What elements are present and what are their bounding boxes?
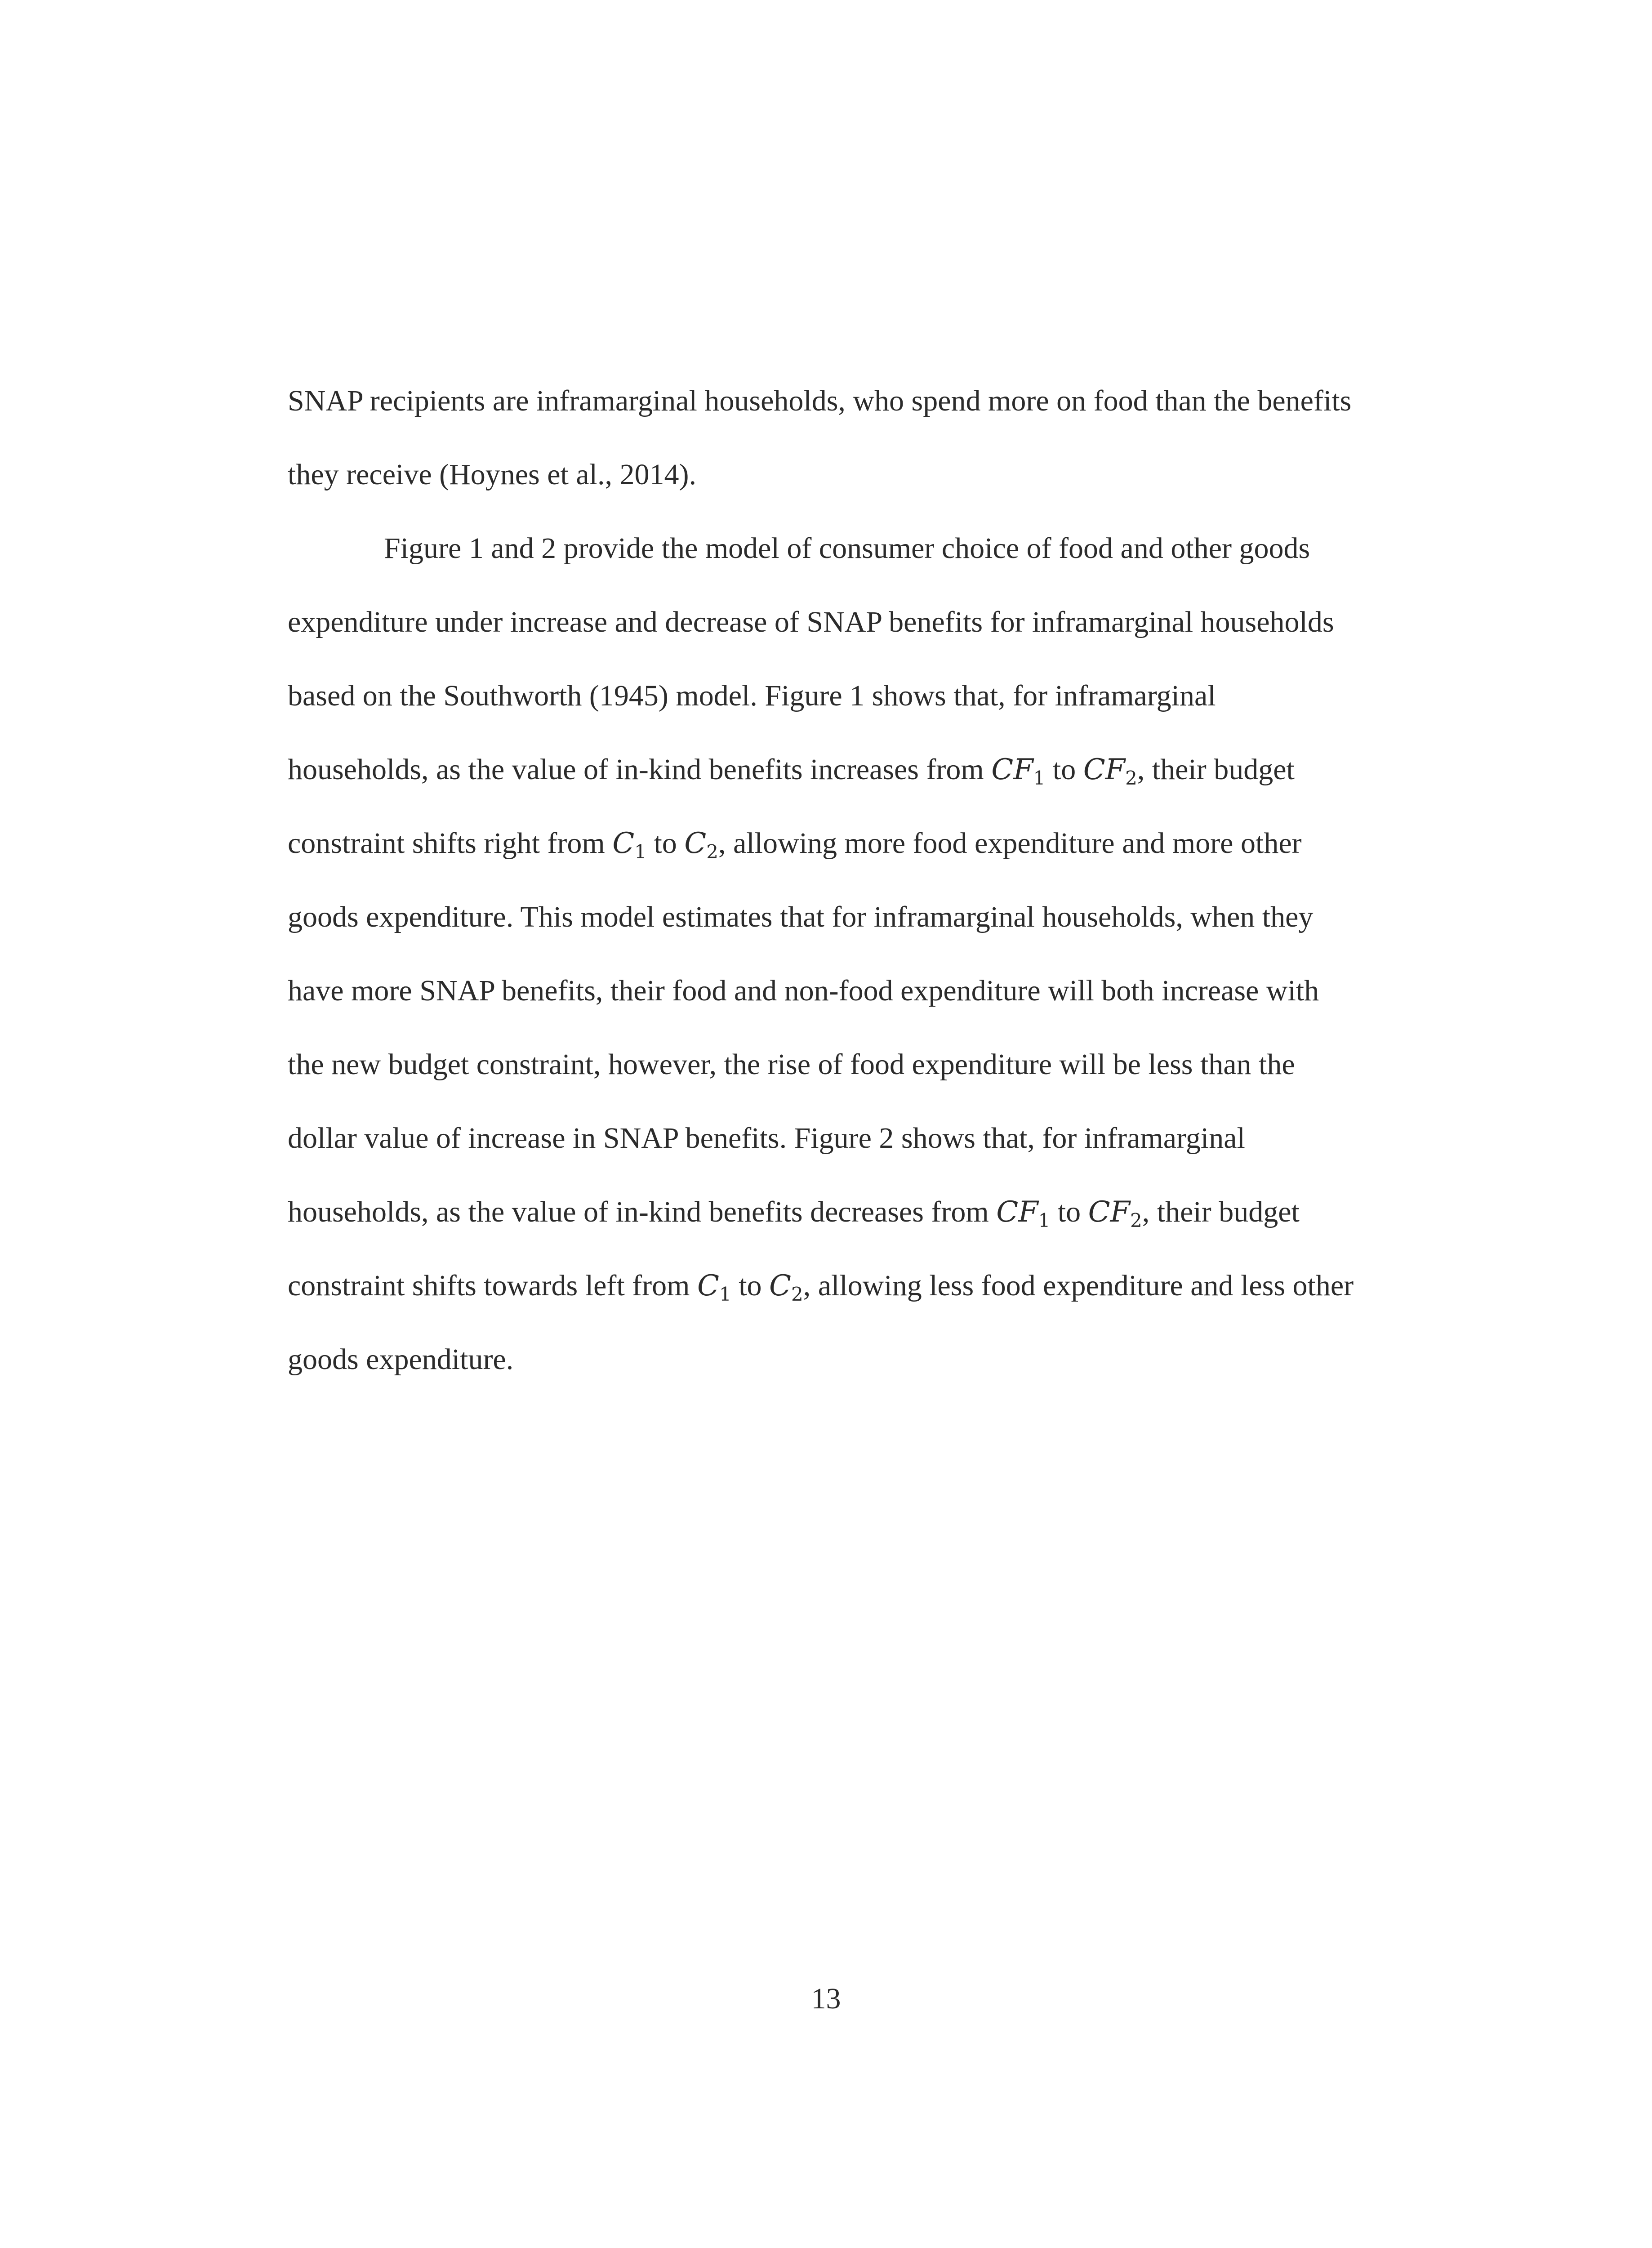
math-subscript: 2 <box>706 841 718 863</box>
text-segment: , allowing more food expenditure and more other <box>718 827 1302 860</box>
text-line: goods expenditure. <box>288 1343 514 1376</box>
text-segment: constraint shifts right from <box>288 827 613 860</box>
math-symbol: C <box>612 827 635 860</box>
math-subscript: 1 <box>634 841 646 863</box>
math-symbol: CF <box>991 753 1033 786</box>
math-subscript: 1 <box>719 1283 731 1305</box>
text-line: expenditure under increase and decrease of SNAP benefits for inframarginal households <box>288 606 1334 638</box>
text-line: dollar value of increase in SNAP benefits. Figure 2 shows that, for inframarginal <box>288 1122 1245 1155</box>
text-segment: households, as the value of in-kind benefits decreases from <box>288 1195 997 1228</box>
text-segment: households, as the value of in-kind benefits increases from <box>288 753 992 786</box>
text-segment: to <box>646 827 685 860</box>
math-subscript: 2 <box>791 1283 803 1305</box>
text-segment: to <box>1050 1195 1088 1228</box>
text-line: the new budget constraint, however, the rise of food expenditure will be less than the <box>288 1048 1295 1081</box>
math-symbol: C <box>697 1269 719 1302</box>
text-line-with-math <box>288 1249 1438 1323</box>
math-subscript: 2 <box>1130 1209 1142 1231</box>
page-number: 13 <box>811 1982 841 2015</box>
paragraph-first-line: Figure 1 and 2 provide the model of consumer choice of food and other goods <box>384 532 1310 565</box>
text-line: they receive (Hoynes et al., 2014). <box>288 458 696 491</box>
text-line: based on the Southworth (1945) model. Figure 1 shows that, for inframarginal <box>288 679 1216 712</box>
math-symbol: CF <box>996 1195 1038 1229</box>
text-segment: , their budget <box>1137 753 1295 786</box>
text-segment: , their budget <box>1142 1195 1300 1228</box>
text-segment: to <box>731 1269 770 1302</box>
text-line-with-math <box>288 1175 1438 1249</box>
math-symbol: CF <box>1083 753 1126 786</box>
text-segment: constraint shifts towards left from <box>288 1269 697 1302</box>
math-symbol: C <box>769 1269 791 1302</box>
text-line-with-math <box>288 733 1438 807</box>
text-segment: to <box>1045 753 1083 786</box>
text-line: SNAP recipients are inframarginal households, who spend more on food than the benefits <box>288 384 1352 417</box>
text-line: have more SNAP benefits, their food and non-food expenditure will both increase with <box>288 974 1319 1007</box>
math-subscript: 2 <box>1125 767 1137 789</box>
text-line: goods expenditure. This model estimates that for inframarginal households, when they <box>288 901 1314 933</box>
math-symbol: C <box>684 827 707 860</box>
math-symbol: CF <box>1088 1195 1131 1229</box>
math-subscript: 1 <box>1033 767 1046 789</box>
body-text <box>288 364 1438 1396</box>
text-segment: , allowing less food expenditure and less other <box>803 1269 1354 1302</box>
text-line-with-math <box>288 807 1438 880</box>
math-subscript: 1 <box>1038 1209 1051 1231</box>
